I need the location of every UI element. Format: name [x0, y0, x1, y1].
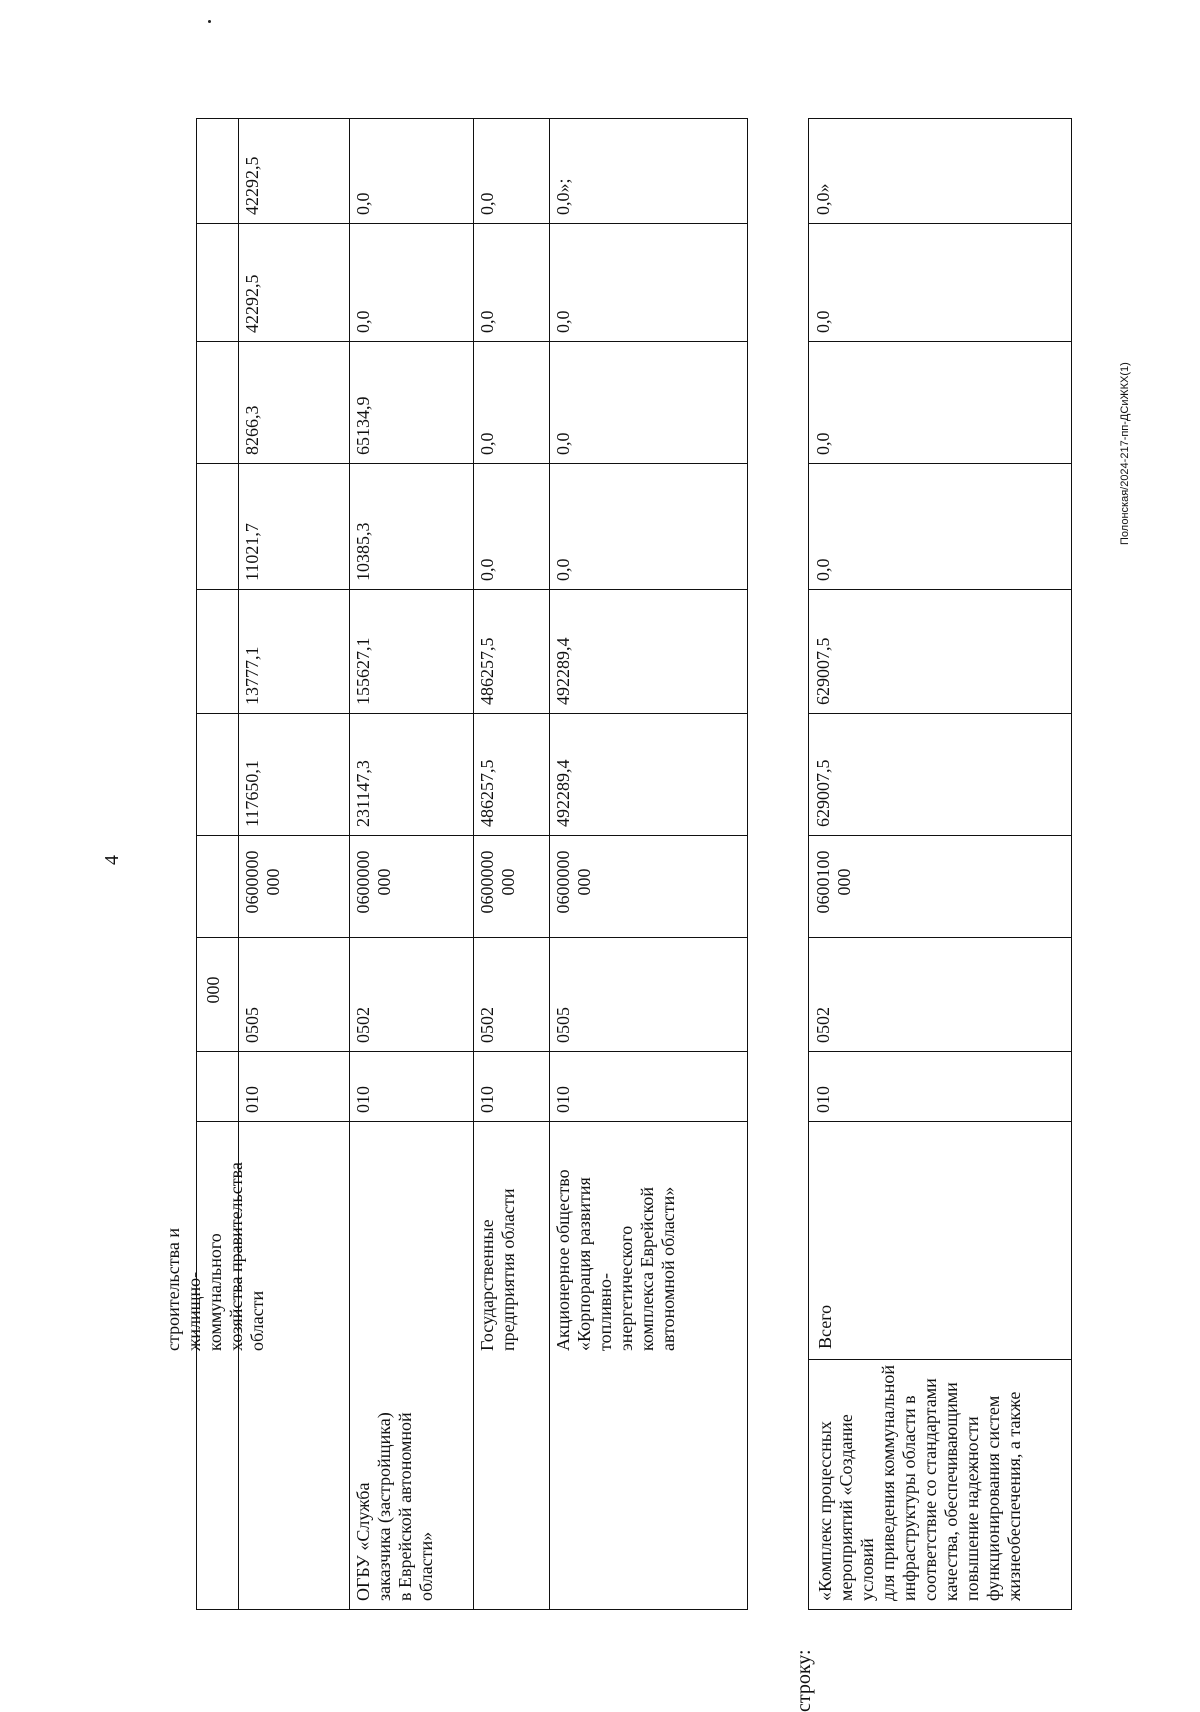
ministry-code-cell: 010 — [242, 1086, 262, 1113]
amount-cell: 13777,1 — [242, 646, 262, 705]
replacement-row-table — [808, 118, 1072, 1610]
amount-cell: 0,0» — [813, 183, 833, 215]
funding-table-continued — [163, 118, 748, 1610]
document-footer-code: Полонская/2024-217-пп-ДСиЖКХ(1) — [1119, 362, 1131, 545]
replace-row-label: строку: — [793, 1649, 815, 1712]
amount-cell: 0,0 — [553, 432, 573, 455]
amount-cell: 0,0 — [477, 432, 497, 455]
amount-cell: 0,0 — [553, 310, 573, 333]
ministry-code-cell: 010 — [813, 1086, 833, 1113]
amount-cell: 0,0 — [353, 192, 373, 215]
amount-cell: 0,0 — [477, 310, 497, 333]
program-name-cell: «Комплекс процессных мероприятий «Создание условий для приведения коммунальной инфраструктуры области в соответствие со стандартами качества, обеспечивающими повышение надежности функционирования систем жизнеобеспечения, а также — [815, 1364, 1024, 1601]
amount-cell: 0,0»; — [553, 178, 573, 215]
section-code-cell: 0505 — [553, 1007, 573, 1043]
amount-cell: 0,0 — [553, 558, 573, 581]
amount-cell: 42292,5 — [242, 156, 262, 215]
budget-code-cell: 0600000 000 — [242, 850, 283, 914]
amount-cell: 629007,5 — [813, 759, 833, 827]
amount-cell: 0,0 — [477, 192, 497, 215]
organization-cell: Всего — [815, 1304, 835, 1349]
amount-cell: 492289,4 — [553, 759, 573, 827]
amount-cell: 0,0 — [813, 310, 833, 333]
budget-code-cell: 000 — [203, 976, 223, 1004]
ministry-code-cell: 010 — [477, 1086, 497, 1113]
amount-cell: 0,0 — [353, 310, 373, 333]
scan-speck — [208, 20, 211, 23]
ministry-code-cell: 010 — [553, 1086, 573, 1113]
amount-cell: 117650,1 — [242, 760, 262, 827]
organization-cell: Государственные предприятия области — [477, 1188, 518, 1351]
amount-cell: 11021,7 — [242, 523, 262, 581]
amount-cell: 155627,1 — [353, 637, 373, 705]
budget-code-cell: 0600100 000 — [813, 850, 854, 914]
budget-code-cell: 0600000 000 — [353, 850, 394, 914]
amount-cell: 231147,3 — [353, 760, 373, 827]
amount-cell: 0,0 — [813, 432, 833, 455]
organization-cell: ОГБУ «Служба заказчика (застройщика) в Еврейской автономной области» — [353, 1412, 436, 1601]
amount-cell: 42292,5 — [242, 274, 262, 333]
amount-cell: 65134,9 — [353, 396, 373, 455]
budget-code-cell: 0600000 000 — [477, 850, 518, 914]
amount-cell: 486257,5 — [477, 637, 497, 705]
amount-cell: 0,0 — [813, 558, 833, 581]
page-number: 4 — [101, 855, 123, 865]
amount-cell: 0,0 — [477, 558, 497, 581]
organization-cell: Акционерное общество «Корпорация развития топливно- энергетического комплекса Еврейской автономной области» — [553, 1169, 678, 1351]
amount-cell: 8266,3 — [242, 405, 262, 455]
budget-code-cell: 0600000 000 — [553, 850, 594, 914]
amount-cell: 486257,5 — [477, 759, 497, 827]
amount-cell: 10385,3 — [353, 522, 373, 581]
section-code-cell: 0505 — [242, 1007, 262, 1043]
section-code-cell: 0502 — [353, 1007, 373, 1043]
amount-cell: 492289,4 — [553, 637, 573, 705]
section-code-cell: 0502 — [813, 1007, 833, 1043]
section-code-cell: 0502 — [477, 1007, 497, 1043]
organization-cell: строительства и жилищно- коммунального хозяйства правительства области — [163, 1162, 267, 1351]
amount-cell: 629007,5 — [813, 637, 833, 705]
ministry-code-cell: 010 — [353, 1086, 373, 1113]
